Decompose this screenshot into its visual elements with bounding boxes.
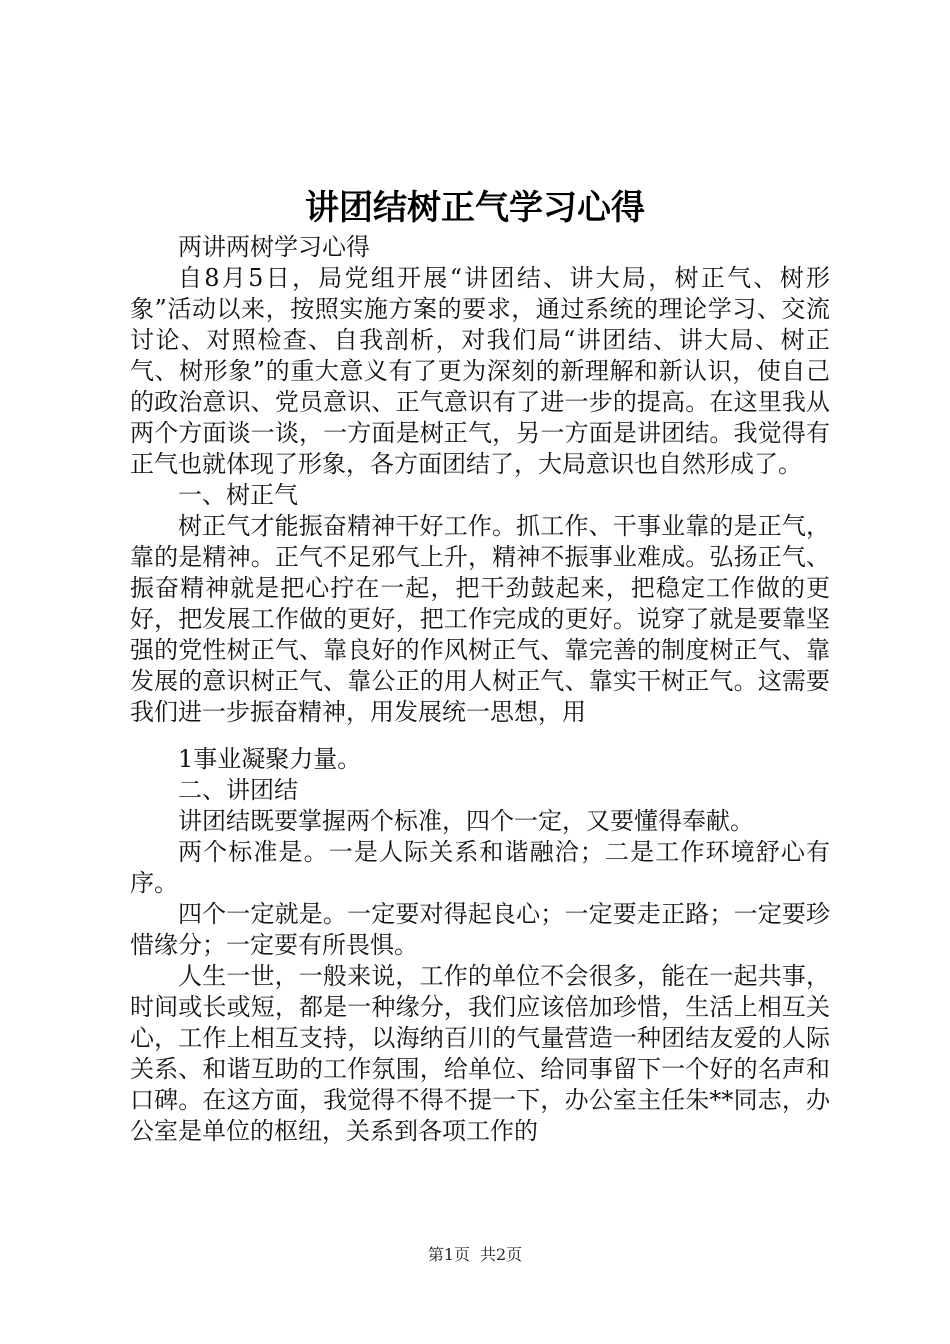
section-heading-1: 一、树正气 (178, 481, 298, 509)
page-number: 第1页 (427, 1245, 470, 1264)
paragraph-intro: 自8月5日，局党组开展“讲团结、讲大局，树正气、树形象”活动以来，按照实施方案的要求，通过系统的理论学习、交流讨论、对照检查、自我剖析，对我们局“讲团结、讲大局、树正气、树形象”的重大意义有了更为深刻的新理解和新认识，使自己的政治意识、党员意识、正气意识有了进一步的提高。在这里我从两个方面谈一谈，一方面是树正气，另一方面是讲团结。我觉得有正气也就体现了形象，各方面团结了，大局意识也自然形成了。 (130, 264, 830, 478)
paragraph-subtitle: 两讲两树学习心得 (178, 233, 370, 261)
page-total: 共2页 (480, 1245, 523, 1264)
paragraph-two-standards: 两个标准是。一是人际关系和谐融洽；二是工作环境舒心有序。 (130, 838, 830, 897)
page-footer (0, 1244, 950, 1266)
document-title: 讲团结树正气学习心得 (305, 188, 645, 228)
paragraph-life: 人生一世，一般来说，工作的单位不会很多，能在一起共事，时间或长或短，都是一种缘分，我们应该倍加珍惜，生活上相互关心，工作上相互支持，以海纳百川的气量营造一种团结友爱的人际关系、和谐互助的工作氛围，给单位、给同事留下一个好的名声和口碑。在这方面，我觉得不得不提一下，办公室主任朱**同志，办公室是单位的枢纽，关系到各项工作的 (130, 962, 830, 1145)
paragraph-continuation: 1事业凝聚力量。 (178, 745, 362, 773)
document-body (130, 232, 830, 1147)
section-heading-2: 二、讲团结 (178, 776, 298, 804)
paragraph-section-2-intro: 讲团结既要掌握两个标准，四个一定，又要懂得奉献。 (178, 807, 754, 835)
paragraph-four-musts: 四个一定就是。一定要对得起良心；一定要走正路；一定要珍惜缘分；一定要有所畏惧。 (130, 900, 830, 959)
paragraph-section-1: 树正气才能振奋精神干好工作。抓工作、干事业靠的是正气，靠的是精神。正气不足邪气上升，精神不振事业难成。弘扬正气、振奋精神就是把心拧在一起，把干劲鼓起来，把稳定工作做的更好，把发展工作做的更好，把工作完成的更好。说穿了就是要靠坚强的党性树正气、靠良好的作风树正气、靠完善的制度树正气、靠发展的意识树正气、靠公正的用人树正气、靠实干树正气。这需要我们进一步振奋精神，用发展统一思想，用 (130, 512, 830, 726)
